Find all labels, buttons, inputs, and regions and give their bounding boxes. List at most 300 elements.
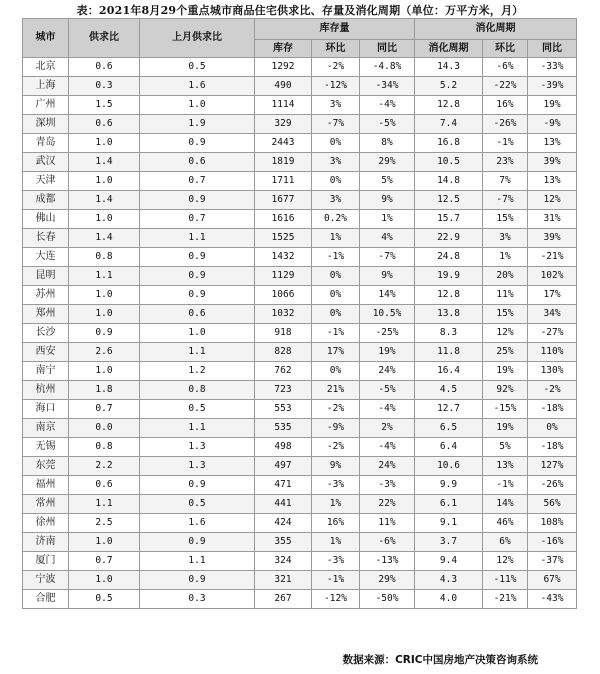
cell-supply-ratio: 1.0 (69, 210, 140, 229)
table-row (23, 457, 577, 476)
cell-supply-ratio: 1.0 (69, 172, 140, 191)
cell-city: 佛山 (23, 210, 69, 229)
cell-cycle-yoy: 34% (528, 305, 577, 324)
cell-stock-yoy: -34% (360, 77, 415, 96)
cell-cycle: 5.2 (415, 77, 483, 96)
cell-cycle: 12.8 (415, 96, 483, 115)
cell-city: 昆明 (23, 267, 69, 286)
cell-stock-mom: 1% (312, 229, 360, 248)
cell-cycle-yoy: -43% (528, 590, 577, 609)
cell-cycle: 6.4 (415, 438, 483, 457)
table-row (23, 324, 577, 343)
cell-stock-mom: 3% (312, 153, 360, 172)
cell-stock-mom: 0% (312, 286, 360, 305)
cell-stock: 497 (255, 457, 312, 476)
cell-stock-mom: 9% (312, 457, 360, 476)
cell-cycle: 6.5 (415, 419, 483, 438)
table-row (23, 286, 577, 305)
cell-city: 大连 (23, 248, 69, 267)
cell-cycle-mom: 12% (483, 324, 528, 343)
cell-cycle: 13.8 (415, 305, 483, 324)
cell-stock-yoy: 29% (360, 153, 415, 172)
header-stock: 库存 (255, 40, 312, 58)
cell-last-month-ratio: 0.9 (140, 476, 255, 495)
cell-stock-yoy: -4.8% (360, 58, 415, 77)
cell-stock: 828 (255, 343, 312, 362)
cell-city: 长春 (23, 229, 69, 248)
cell-city: 广州 (23, 96, 69, 115)
cell-stock-yoy: 2% (360, 419, 415, 438)
header-cycle-mom: 环比 (483, 40, 528, 58)
cell-supply-ratio: 1.8 (69, 381, 140, 400)
cell-supply-ratio: 0.6 (69, 115, 140, 134)
cell-last-month-ratio: 1.1 (140, 343, 255, 362)
cell-last-month-ratio: 1.1 (140, 419, 255, 438)
cell-cycle-mom: 16% (483, 96, 528, 115)
cell-cycle-mom: -11% (483, 571, 528, 590)
cell-cycle: 9.4 (415, 552, 483, 571)
cell-last-month-ratio: 1.3 (140, 438, 255, 457)
cell-cycle-yoy: 39% (528, 229, 577, 248)
cell-last-month-ratio: 0.3 (140, 590, 255, 609)
cell-supply-ratio: 0.3 (69, 77, 140, 96)
cell-supply-ratio: 1.0 (69, 286, 140, 305)
cell-city: 东莞 (23, 457, 69, 476)
cell-cycle-mom: 23% (483, 153, 528, 172)
cell-cycle: 15.7 (415, 210, 483, 229)
cell-last-month-ratio: 0.8 (140, 381, 255, 400)
table-row (23, 514, 577, 533)
cell-stock-yoy: -50% (360, 590, 415, 609)
cell-stock-yoy: -5% (360, 381, 415, 400)
cell-stock: 1032 (255, 305, 312, 324)
cell-cycle-yoy: -39% (528, 77, 577, 96)
table-row (23, 495, 577, 514)
cell-cycle: 4.5 (415, 381, 483, 400)
cell-stock: 441 (255, 495, 312, 514)
table-row (23, 362, 577, 381)
cell-cycle-mom: -1% (483, 134, 528, 153)
cell-city: 南京 (23, 419, 69, 438)
cell-last-month-ratio: 0.6 (140, 305, 255, 324)
cell-stock-mom: -12% (312, 590, 360, 609)
cell-cycle-yoy: 17% (528, 286, 577, 305)
cell-cycle: 8.3 (415, 324, 483, 343)
cell-cycle-mom: -7% (483, 191, 528, 210)
cell-stock-yoy: 9% (360, 267, 415, 286)
cell-stock-mom: 1% (312, 495, 360, 514)
cell-cycle-mom: -22% (483, 77, 528, 96)
cell-stock: 490 (255, 77, 312, 96)
cell-stock: 1129 (255, 267, 312, 286)
cell-stock-mom: 17% (312, 343, 360, 362)
table-row (23, 58, 577, 77)
cell-supply-ratio: 1.4 (69, 229, 140, 248)
cell-cycle: 12.5 (415, 191, 483, 210)
cell-city: 徐州 (23, 514, 69, 533)
cell-stock-mom: -3% (312, 552, 360, 571)
cell-stock: 267 (255, 590, 312, 609)
cell-last-month-ratio: 0.5 (140, 400, 255, 419)
cell-cycle-yoy: -26% (528, 476, 577, 495)
cell-cycle-yoy: 0% (528, 419, 577, 438)
cell-stock-mom: 16% (312, 514, 360, 533)
cell-stock-yoy: 1% (360, 210, 415, 229)
cell-stock-mom: -2% (312, 438, 360, 457)
cell-stock: 1432 (255, 248, 312, 267)
cell-supply-ratio: 0.8 (69, 248, 140, 267)
cell-cycle-mom: -1% (483, 476, 528, 495)
cell-stock-yoy: 5% (360, 172, 415, 191)
cell-stock: 1819 (255, 153, 312, 172)
cell-city: 南宁 (23, 362, 69, 381)
cell-cycle: 14.8 (415, 172, 483, 191)
cell-supply-ratio: 1.4 (69, 153, 140, 172)
cell-cycle-yoy: 13% (528, 134, 577, 153)
cell-supply-ratio: 1.0 (69, 134, 140, 153)
cell-cycle: 6.1 (415, 495, 483, 514)
header-city: 城市 (23, 19, 69, 58)
cell-last-month-ratio: 0.9 (140, 134, 255, 153)
cell-cycle-mom: 14% (483, 495, 528, 514)
cell-cycle: 24.8 (415, 248, 483, 267)
cell-city: 无锡 (23, 438, 69, 457)
cell-city: 深圳 (23, 115, 69, 134)
cell-stock: 1711 (255, 172, 312, 191)
cell-last-month-ratio: 0.9 (140, 286, 255, 305)
cell-stock-mom: -9% (312, 419, 360, 438)
cell-stock: 1066 (255, 286, 312, 305)
header-supply-ratio: 供求比 (69, 19, 140, 58)
cell-stock-mom: -2% (312, 400, 360, 419)
cell-supply-ratio: 0.5 (69, 590, 140, 609)
cell-cycle-mom: 15% (483, 305, 528, 324)
cell-supply-ratio: 1.0 (69, 305, 140, 324)
cell-supply-ratio: 1.4 (69, 191, 140, 210)
cell-supply-ratio: 0.8 (69, 438, 140, 457)
table-row (23, 172, 577, 191)
table-row (23, 571, 577, 590)
cell-city: 天津 (23, 172, 69, 191)
table-row (23, 248, 577, 267)
cell-last-month-ratio: 0.6 (140, 153, 255, 172)
cell-stock: 355 (255, 533, 312, 552)
cell-stock-yoy: -25% (360, 324, 415, 343)
cell-last-month-ratio: 0.9 (140, 533, 255, 552)
cell-supply-ratio: 0.7 (69, 552, 140, 571)
cell-stock-mom: 0% (312, 362, 360, 381)
cell-supply-ratio: 1.1 (69, 267, 140, 286)
table-row (23, 153, 577, 172)
cell-stock-yoy: 11% (360, 514, 415, 533)
cell-cycle: 4.0 (415, 590, 483, 609)
table-row (23, 419, 577, 438)
cell-cycle-mom: 7% (483, 172, 528, 191)
cell-stock-mom: 0% (312, 134, 360, 153)
table-row (23, 267, 577, 286)
cell-cycle-yoy: 12% (528, 191, 577, 210)
cell-cycle: 14.3 (415, 58, 483, 77)
cell-stock-yoy: 9% (360, 191, 415, 210)
cell-stock: 2443 (255, 134, 312, 153)
cell-cycle-mom: 5% (483, 438, 528, 457)
cell-last-month-ratio: 0.5 (140, 495, 255, 514)
cell-cycle-yoy: 31% (528, 210, 577, 229)
cell-cycle: 12.8 (415, 286, 483, 305)
cell-stock-mom: 0% (312, 267, 360, 286)
cell-stock-yoy: 4% (360, 229, 415, 248)
cell-cycle: 10.5 (415, 153, 483, 172)
cell-stock-mom: 0% (312, 305, 360, 324)
cell-cycle-yoy: 110% (528, 343, 577, 362)
cell-stock-yoy: -7% (360, 248, 415, 267)
table-row (23, 476, 577, 495)
cell-cycle-mom: 6% (483, 533, 528, 552)
cell-cycle-yoy: 127% (528, 457, 577, 476)
cell-city: 合肥 (23, 590, 69, 609)
cell-cycle-yoy: 19% (528, 96, 577, 115)
cell-stock-mom: -1% (312, 248, 360, 267)
cell-stock-mom: -12% (312, 77, 360, 96)
cell-last-month-ratio: 1.6 (140, 514, 255, 533)
header-stock-group: 库存量 (255, 19, 415, 40)
cell-city: 郑州 (23, 305, 69, 324)
cell-city: 福州 (23, 476, 69, 495)
table-row (23, 229, 577, 248)
table-row (23, 552, 577, 571)
table-row (23, 115, 577, 134)
table-row (23, 96, 577, 115)
cell-cycle: 10.6 (415, 457, 483, 476)
table-row (23, 134, 577, 153)
cell-last-month-ratio: 0.9 (140, 267, 255, 286)
cell-cycle: 9.9 (415, 476, 483, 495)
cell-last-month-ratio: 1.2 (140, 362, 255, 381)
cell-cycle-mom: 12% (483, 552, 528, 571)
cell-cycle-yoy: -27% (528, 324, 577, 343)
cell-stock-mom: 21% (312, 381, 360, 400)
cell-city: 西安 (23, 343, 69, 362)
cell-cycle-yoy: -37% (528, 552, 577, 571)
cell-supply-ratio: 2.5 (69, 514, 140, 533)
table-row (23, 343, 577, 362)
cell-stock-yoy: -3% (360, 476, 415, 495)
cell-last-month-ratio: 1.0 (140, 324, 255, 343)
table-row (23, 438, 577, 457)
cell-stock: 918 (255, 324, 312, 343)
cell-stock-yoy: 19% (360, 343, 415, 362)
cell-stock-mom: -1% (312, 324, 360, 343)
cell-last-month-ratio: 0.7 (140, 172, 255, 191)
cell-stock: 762 (255, 362, 312, 381)
cell-stock: 1292 (255, 58, 312, 77)
cell-cycle-mom: 92% (483, 381, 528, 400)
cell-city: 武汉 (23, 153, 69, 172)
cell-cycle-yoy: -2% (528, 381, 577, 400)
cell-cycle-yoy: 56% (528, 495, 577, 514)
cell-cycle-yoy: 102% (528, 267, 577, 286)
cell-stock-yoy: 14% (360, 286, 415, 305)
cell-last-month-ratio: 1.6 (140, 77, 255, 96)
cell-cycle: 16.8 (415, 134, 483, 153)
cell-last-month-ratio: 1.1 (140, 552, 255, 571)
table-title: 表：2021年8月29个重点城市商品住宅供求比、存量及消化周期（单位：万平方米，月） (76, 4, 524, 17)
cell-supply-ratio: 0.0 (69, 419, 140, 438)
cell-stock: 1677 (255, 191, 312, 210)
cell-cycle-mom: 20% (483, 267, 528, 286)
cell-stock-mom: -2% (312, 58, 360, 77)
cell-cycle-mom: 11% (483, 286, 528, 305)
cell-cycle-yoy: -33% (528, 58, 577, 77)
cell-stock: 1525 (255, 229, 312, 248)
cell-stock: 324 (255, 552, 312, 571)
cell-last-month-ratio: 1.9 (140, 115, 255, 134)
table-row (23, 400, 577, 419)
table-header (23, 19, 577, 58)
cell-supply-ratio: 2.2 (69, 457, 140, 476)
cell-stock-mom: -7% (312, 115, 360, 134)
cell-cycle-mom: 25% (483, 343, 528, 362)
cell-stock-yoy: 10.5% (360, 305, 415, 324)
cell-stock: 321 (255, 571, 312, 590)
data-source-note: 数据来源：CRIC中国房地产决策咨询系统 (342, 654, 538, 666)
cell-cycle-yoy: -9% (528, 115, 577, 134)
cell-stock: 553 (255, 400, 312, 419)
cell-cycle-mom: 46% (483, 514, 528, 533)
cell-cycle: 22.9 (415, 229, 483, 248)
cell-cycle-yoy: -16% (528, 533, 577, 552)
cell-supply-ratio: 0.6 (69, 58, 140, 77)
cell-stock-mom: 3% (312, 96, 360, 115)
cell-stock: 723 (255, 381, 312, 400)
cell-supply-ratio: 1.0 (69, 533, 140, 552)
cell-city: 厦门 (23, 552, 69, 571)
table-row (23, 533, 577, 552)
cell-cycle-yoy: 67% (528, 571, 577, 590)
cell-stock-yoy: 24% (360, 457, 415, 476)
cell-stock: 471 (255, 476, 312, 495)
cell-supply-ratio: 1.5 (69, 96, 140, 115)
cell-cycle-mom: 19% (483, 419, 528, 438)
cell-supply-ratio: 0.6 (69, 476, 140, 495)
cell-stock: 1616 (255, 210, 312, 229)
cell-city: 宁波 (23, 571, 69, 590)
cell-last-month-ratio: 0.9 (140, 571, 255, 590)
table-body (23, 58, 577, 609)
cell-cycle-yoy: 39% (528, 153, 577, 172)
cell-cycle: 3.7 (415, 533, 483, 552)
cell-city: 苏州 (23, 286, 69, 305)
cell-cycle-mom: 1% (483, 248, 528, 267)
cell-stock-mom: 1% (312, 533, 360, 552)
cell-supply-ratio: 1.0 (69, 362, 140, 381)
cell-stock: 424 (255, 514, 312, 533)
cell-stock-yoy: -6% (360, 533, 415, 552)
cell-city: 杭州 (23, 381, 69, 400)
header-cycle-group: 消化周期 (415, 19, 577, 40)
cell-last-month-ratio: 1.0 (140, 96, 255, 115)
cell-cycle-mom: 13% (483, 457, 528, 476)
header-cycle: 消化周期 (415, 40, 483, 58)
cell-stock-mom: 0.2% (312, 210, 360, 229)
cell-cycle-mom: -15% (483, 400, 528, 419)
cell-stock-yoy: 24% (360, 362, 415, 381)
cell-stock-yoy: -4% (360, 96, 415, 115)
cell-last-month-ratio: 0.9 (140, 248, 255, 267)
header-stock-yoy: 同比 (360, 40, 415, 58)
cell-last-month-ratio: 1.1 (140, 229, 255, 248)
table-row (23, 381, 577, 400)
cell-cycle: 16.4 (415, 362, 483, 381)
cell-city: 北京 (23, 58, 69, 77)
cell-city: 常州 (23, 495, 69, 514)
cell-cycle: 19.9 (415, 267, 483, 286)
cell-last-month-ratio: 0.5 (140, 58, 255, 77)
cell-cycle-mom: -6% (483, 58, 528, 77)
cell-city: 成都 (23, 191, 69, 210)
cell-cycle: 4.3 (415, 571, 483, 590)
cell-stock-mom: 0% (312, 172, 360, 191)
cell-cycle: 7.4 (415, 115, 483, 134)
cell-cycle-mom: 19% (483, 362, 528, 381)
table-row (23, 590, 577, 609)
cell-cycle-mom: -21% (483, 590, 528, 609)
cell-stock-mom: -1% (312, 571, 360, 590)
table-row (23, 305, 577, 324)
cell-cycle: 11.8 (415, 343, 483, 362)
cell-supply-ratio: 1.0 (69, 571, 140, 590)
cell-stock-yoy: -4% (360, 400, 415, 419)
cell-city: 上海 (23, 77, 69, 96)
cell-stock: 1114 (255, 96, 312, 115)
cell-city: 海口 (23, 400, 69, 419)
cell-cycle-yoy: 13% (528, 172, 577, 191)
cell-cycle-yoy: 130% (528, 362, 577, 381)
header-last-month-ratio: 上月供求比 (140, 19, 255, 58)
cell-stock-yoy: -4% (360, 438, 415, 457)
cell-cycle-yoy: -18% (528, 438, 577, 457)
cell-city: 济南 (23, 533, 69, 552)
cell-cycle-mom: 3% (483, 229, 528, 248)
cell-last-month-ratio: 0.7 (140, 210, 255, 229)
cell-supply-ratio: 0.7 (69, 400, 140, 419)
cell-cycle-mom: -26% (483, 115, 528, 134)
cell-cycle: 9.1 (415, 514, 483, 533)
cell-stock-yoy: 22% (360, 495, 415, 514)
header-stock-mom: 环比 (312, 40, 360, 58)
cell-supply-ratio: 2.6 (69, 343, 140, 362)
cell-cycle-yoy: -18% (528, 400, 577, 419)
cell-stock-yoy: -13% (360, 552, 415, 571)
cell-city: 长沙 (23, 324, 69, 343)
cell-stock-yoy: 29% (360, 571, 415, 590)
cell-stock-yoy: 8% (360, 134, 415, 153)
cell-stock: 498 (255, 438, 312, 457)
cell-stock-yoy: -5% (360, 115, 415, 134)
cell-stock-mom: -3% (312, 476, 360, 495)
cell-supply-ratio: 1.1 (69, 495, 140, 514)
table-row (23, 191, 577, 210)
housing-data-table (22, 18, 577, 609)
cell-city: 青岛 (23, 134, 69, 153)
table-row (23, 77, 577, 96)
cell-stock-mom: 3% (312, 191, 360, 210)
cell-cycle-yoy: -21% (528, 248, 577, 267)
cell-cycle-mom: 15% (483, 210, 528, 229)
cell-stock: 329 (255, 115, 312, 134)
cell-last-month-ratio: 1.3 (140, 457, 255, 476)
cell-cycle: 12.7 (415, 400, 483, 419)
